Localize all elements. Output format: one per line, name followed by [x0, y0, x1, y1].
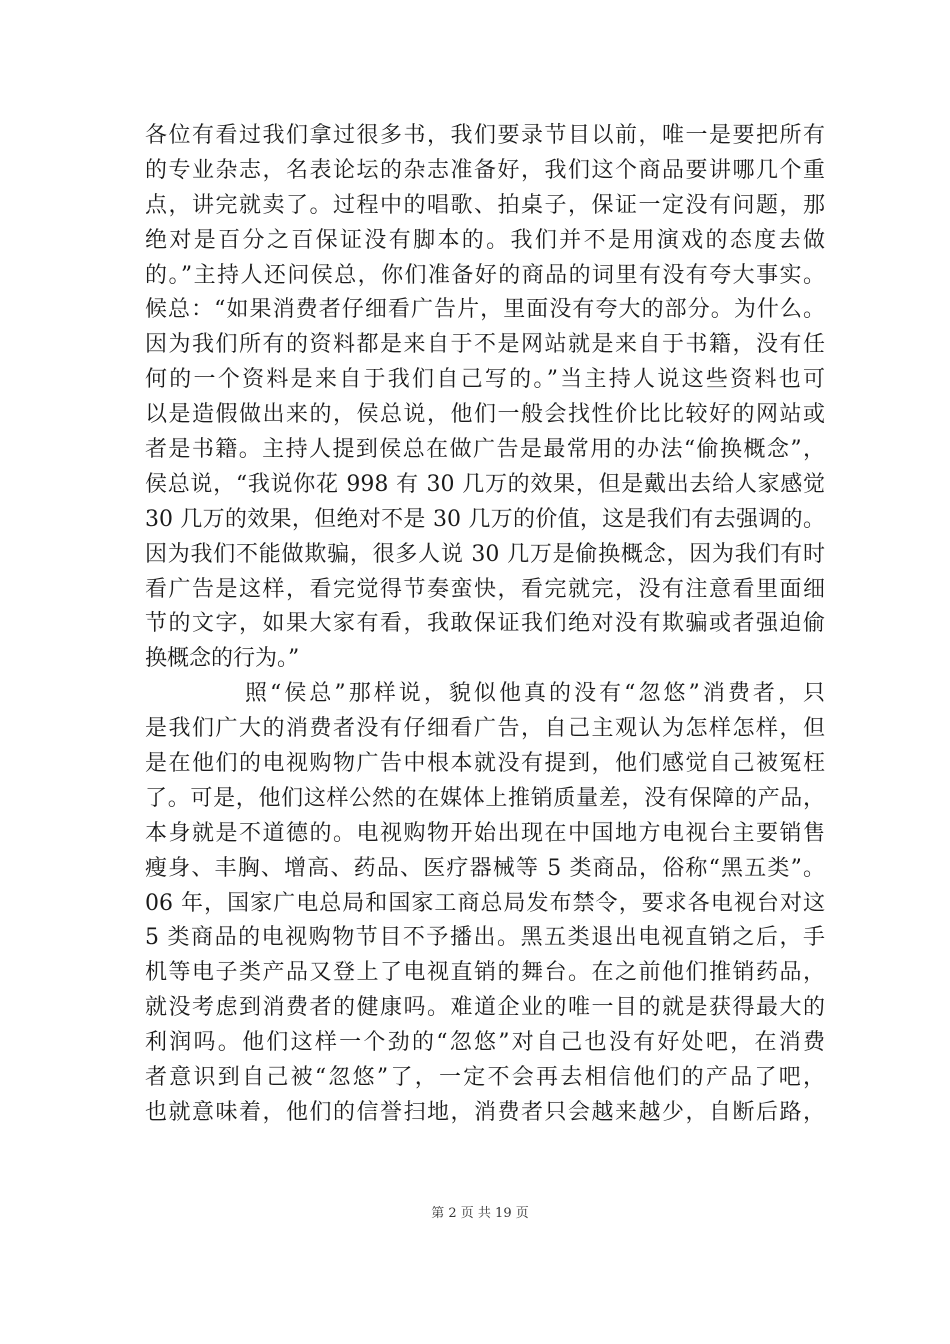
text-line: 绝对是百分之百保证没有脚本的。我们并不是用演戏的态度去做: [145, 227, 825, 253]
text-line: 各位有看过我们拿过很多书，我们要录节目以前，唯一是要把所有: [145, 123, 825, 148]
text-line: 的。”主持人还问侯总，你们准备好的商品的词里有没有夸大事实。: [145, 262, 825, 288]
text-line: 以是造假做出来的，侯总说，他们一般会找性价比比较好的网站或: [145, 402, 825, 428]
text-line: 了。可是，他们这样公然的在媒体上推销质量差，没有保障的产品，: [145, 785, 825, 811]
text-line: 就没考虑到消费者的健康吗。难道企业的唯一目的就是获得最大的: [145, 995, 825, 1021]
text-line: 候总：“如果消费者仔细看广告片，里面没有夸大的部分。为什么。: [145, 297, 825, 323]
text-line: 本身就是不道德的。电视购物开始出现在中国地方电视台主要销售: [145, 820, 825, 846]
text-line: 点，讲完就卖了。过程中的唱歌、拍桌子，保证一定没有问题，那: [145, 192, 825, 218]
text-line: 的专业杂志，名表论坛的杂志准备好，我们这个商品要讲哪几个重: [145, 157, 825, 183]
text-line: 也就意味着，他们的信誉扫地，消费者只会越来越少，自断后路，: [145, 1099, 825, 1125]
text-line: 看广告是这样，看完觉得节奏蛮快，看完就完，没有注意看里面细: [145, 576, 825, 602]
page-number: 第 2 页 共 19 页: [431, 1206, 529, 1221]
page-footer: [0, 1202, 950, 1221]
text-line: 30 几万的效果，但绝对不是 30 几万的价值，这是我们有去强调的。: [145, 506, 825, 532]
text-line: 者意识到自己被“忽悠”了，一定不会再去相信他们的产品了吧，: [145, 1065, 825, 1091]
text-line: 因为我们不能做欺骗，很多人说 30 几万是偷换概念，因为我们有时: [145, 541, 825, 567]
text-line: 是我们广大的消费者没有仔细看广告，自己主观认为怎样怎样，但: [145, 716, 825, 742]
text-line: 侯总说，“我说你花 998 有 30 几万的效果，但是戴出去给人家感觉: [145, 471, 825, 497]
text-line: 节的文字，如果大家有看，我敢保证我们绝对没有欺骗或者强迫偷: [145, 611, 825, 637]
text-line: 是在他们的电视购物广告中根本就没有提到，他们感觉自己被冤枉: [145, 751, 825, 777]
text-line: 瘦身、丰胸、增高、药品、医疗器械等 5 类商品，俗称“黑五类”。: [145, 855, 825, 881]
body-text: [145, 119, 825, 1131]
text-line: 利润吗。他们这样一个劲的“忽悠”对自己也没有好处吧，在消费: [145, 1030, 825, 1056]
text-line: 06 年，国家广电总局和国家工商总局发布禁令，要求各电视台对这: [145, 890, 825, 916]
text-line: 机等电子类产品又登上了电视直销的舞台。在之前他们推销药品，: [145, 960, 825, 986]
text-line: 5 类商品的电视购物节目不予播出。黑五类退出电视直销之后，手: [145, 925, 825, 951]
text-line: 因为我们所有的资料都是来自于不是网站就是来自于书籍，没有任: [145, 332, 825, 358]
text-line: 何的一个资料是来自于我们自己写的。”当主持人说这些资料也可: [145, 367, 825, 393]
text-line: 换概念的行为。”: [145, 646, 300, 672]
text-line: 者是书籍。主持人提到侯总在做广告是最常用的办法“偷换概念”，: [145, 437, 825, 463]
paragraph-start-line: 照“侯总”那样说，貌似他真的没有“忽悠”消费者，只: [245, 681, 825, 707]
